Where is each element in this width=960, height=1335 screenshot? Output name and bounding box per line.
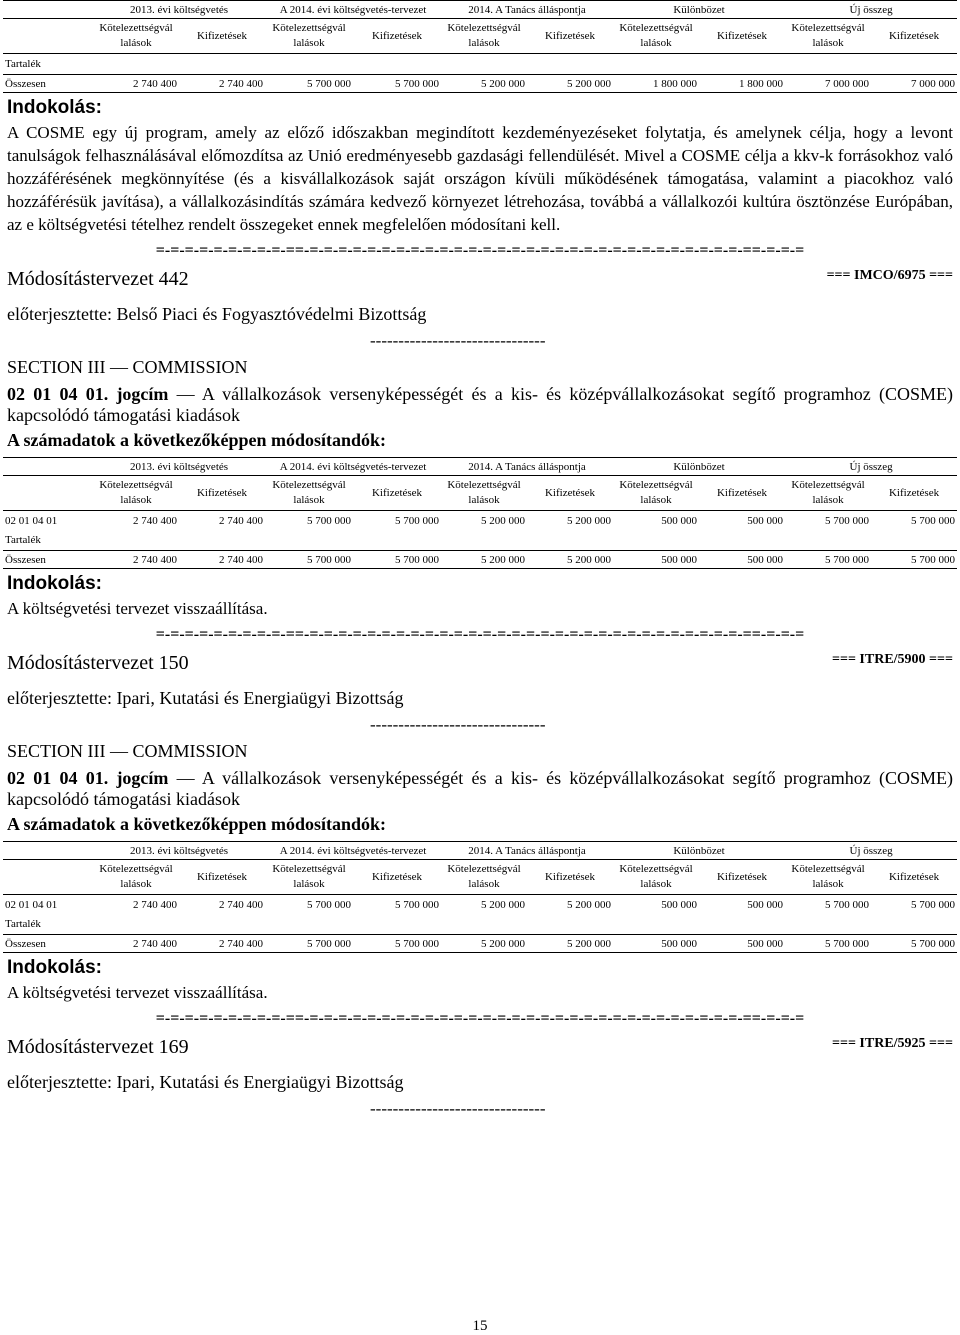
col-payments: Kifizetések <box>527 19 613 54</box>
col-group-draft: A 2014. évi költségvetés-tervezet <box>265 1 441 19</box>
col-payments: Kifizetések <box>353 19 441 54</box>
col-commitments: Kötelezettségvál lalások <box>785 476 871 511</box>
amendment-header <box>7 1036 953 1062</box>
col-group-draft: A 2014. évi költségvetés-tervezet <box>265 842 441 860</box>
col-commitments: Kötelezettségvál lalások <box>265 476 353 511</box>
cell: 5 700 000 <box>265 551 353 569</box>
col-group-difference: Különbözet <box>613 842 785 860</box>
budget-line-desc: — A vállalkozások versenyképességét és a kis- és középvállalkozásokat segítő programhoz (COSME) kapcsolódó támogatási kiadások <box>7 384 954 425</box>
col-commitments: Kötelezettségvál lalások <box>265 19 353 54</box>
budget-table-2 <box>3 841 957 953</box>
cell: 2 740 400 <box>133 514 177 527</box>
col-commitments: Kötelezettségvál lalások <box>613 19 699 54</box>
cell: 500 000 <box>613 935 699 953</box>
total-label: Összesen <box>3 551 93 569</box>
reserve-label: Tartalék <box>5 58 41 70</box>
table-row <box>3 511 957 531</box>
col-commitments: Kötelezettségvál lalások <box>93 860 179 895</box>
cell: 1 800 000 <box>613 75 699 93</box>
modify-heading: A számadatok a következőképpen módosítandók: <box>7 814 387 834</box>
col-payments: Kifizetések <box>527 476 613 511</box>
amendment-reference: === ITRE/5925 === <box>832 1036 953 1051</box>
amendment-reference: === ITRE/5900 === <box>832 652 953 667</box>
cell: 7 000 000 <box>785 75 871 93</box>
reserve-label: Tartalék <box>5 918 41 930</box>
cell: 500 000 <box>661 514 698 527</box>
cell: 7 000 000 <box>871 75 957 93</box>
cell: 2 740 400 <box>93 75 179 93</box>
cell: 2 740 400 <box>219 514 264 527</box>
cell: 5 200 000 <box>567 898 612 911</box>
col-payments: Kifizetések <box>699 476 785 511</box>
cell: 5 200 000 <box>481 898 526 911</box>
col-group-new: Új összeg <box>785 842 957 860</box>
cell: 5 700 000 <box>871 935 957 953</box>
separator-line: =-=-=-=-=-=-=-=-=-==-=-=-=-=-=-=-=-=-=-=-=-=-=-=-=-=-=-=-=-=-=-=-=-=-=-=-=-=-=-=-==-=-=-= <box>155 242 805 259</box>
cell: 5 700 000 <box>825 514 870 527</box>
tabled-by: előterjesztette: Ipari, Kutatási és Energiaügyi Bizottság <box>7 1072 404 1092</box>
cell: 2 740 400 <box>219 898 264 911</box>
cell: 500 000 <box>747 514 784 527</box>
justification-heading: Indokolás: <box>7 573 103 594</box>
amendment-title: Módosítástervezet 150 <box>7 652 189 674</box>
cell: 5 700 000 <box>395 898 440 911</box>
row-label: 02 01 04 01 <box>5 514 58 527</box>
dash-line: ------------------------------- <box>370 715 546 734</box>
modify-heading: A számadatok a következőképpen módosítandók: <box>7 430 387 450</box>
reserve-label: Tartalék <box>5 534 41 546</box>
col-commitments: Kötelezettségvál lalások <box>613 860 699 895</box>
amendment-header <box>7 652 953 678</box>
cell: 5 200 000 <box>567 514 612 527</box>
cell: 5 200 000 <box>481 514 526 527</box>
cell: 5 700 000 <box>265 935 353 953</box>
col-payments: Kifizetések <box>353 860 441 895</box>
col-commitments: Kötelezettségvál lalások <box>441 860 527 895</box>
col-group-new: Új összeg <box>785 458 957 476</box>
table-row <box>3 895 957 915</box>
cell: 500 000 <box>747 898 784 911</box>
col-commitments: Kötelezettségvál lalások <box>93 476 179 511</box>
budget-line-desc: — A vállalkozások versenyképességét és a kis- és középvállalkozásokat segítő programhoz (COSME) kapcsolódó támogatási kiadások <box>7 768 954 809</box>
col-group-difference: Különbözet <box>613 1 785 19</box>
cell: 2 740 400 <box>179 75 265 93</box>
section-heading: SECTION III — COMMISSION <box>7 741 248 761</box>
col-group-council: 2014. A Tanács álláspontja <box>441 1 613 19</box>
col-payments: Kifizetések <box>179 19 265 54</box>
cell: 500 000 <box>661 898 698 911</box>
budget-line-title <box>7 384 953 426</box>
page-number: 15 <box>472 1318 488 1334</box>
total-row <box>3 551 957 569</box>
col-commitments: Kötelezettségvál lalások <box>613 476 699 511</box>
tabled-by: előterjesztette: Belső Piaci és Fogyasztóvédelmi Bizottság <box>7 304 427 324</box>
cell: 5 700 000 <box>353 75 441 93</box>
cell: 5 700 000 <box>911 898 956 911</box>
total-row <box>3 75 957 93</box>
budget-table-0 <box>3 0 957 93</box>
cell: 5 200 000 <box>441 935 527 953</box>
cell: 5 200 000 <box>441 551 527 569</box>
budget-line-code: 02 01 04 01. <box>7 768 109 788</box>
cell: 2 740 400 <box>93 935 179 953</box>
dash-line: ------------------------------- <box>370 1099 546 1118</box>
cell: 5 700 000 <box>395 514 440 527</box>
col-commitments: Kötelezettségvál lalások <box>93 19 179 54</box>
cell: 2 740 400 <box>179 551 265 569</box>
cell: 5 200 000 <box>527 75 613 93</box>
col-group-new: Új összeg <box>785 1 957 19</box>
col-commitments: Kötelezettségvál lalások <box>441 476 527 511</box>
col-payments: Kifizetések <box>179 476 265 511</box>
col-group-2013: 2013. évi költségvetés <box>93 458 265 476</box>
cell: 5 700 000 <box>307 898 352 911</box>
cell: 5 700 000 <box>353 935 441 953</box>
dash-line: ------------------------------- <box>370 331 546 350</box>
col-payments: Kifizetések <box>699 19 785 54</box>
col-payments: Kifizetések <box>871 476 957 511</box>
justification-heading: Indokolás: <box>7 97 103 118</box>
cell: 5 700 000 <box>785 551 871 569</box>
cell: 5 200 000 <box>527 935 613 953</box>
cell: 500 000 <box>699 551 785 569</box>
section-heading: SECTION III — COMMISSION <box>7 357 248 377</box>
amendment-title: Módosítástervezet 169 <box>7 1036 189 1058</box>
justification-text: A költségvetési tervezet visszaállítása. <box>7 599 268 618</box>
justification-text: A COSME egy új program, amely az előző időszakban megindított kezdeményezéseket folytatja, és amelynek célja, hogy a levont tanulságok felhasználásával előmozdítsa az Unió eredményesebb gazdasági fellendülését. Mivel a COSME célja a kkv-k forrásokhoz való hozzáférésének megkönnyítése (és a kisvállalkozások saját országon kívüli működésének támogatása, valamint a piacokhoz való hozzáférésük javítása), a vállalkozásindítás számára kedvező környezet létrehozása, továbbá a vállalkozói kultúra ösztönzése Európában, az e költségvetési tételhez rendelt összegeket ennek megfelelően módosítani kell. <box>7 123 953 234</box>
col-group-council: 2014. A Tanács álláspontja <box>441 842 613 860</box>
cell: 2 740 400 <box>133 898 177 911</box>
cell: 5 700 000 <box>785 935 871 953</box>
col-payments: Kifizetések <box>871 19 957 54</box>
cell: 5 700 000 <box>353 551 441 569</box>
cell: 5 700 000 <box>307 514 352 527</box>
cell: 5 700 000 <box>911 514 956 527</box>
justification-text: A költségvetési tervezet visszaállítása. <box>7 983 268 1002</box>
separator-line: =-=-=-=-=-=-=-=-=-==-=-=-=-=-=-=-=-=-=-=-=-=-=-=-=-=-=-=-=-=-=-=-=-=-=-=-=-=-=-=-==-=-=-= <box>155 1010 805 1027</box>
budget-line-word: jogcím <box>116 384 169 404</box>
budget-line-code: 02 01 04 01. <box>7 384 109 404</box>
tabled-by: előterjesztette: Ipari, Kutatási és Energiaügyi Bizottság <box>7 688 404 708</box>
col-payments: Kifizetések <box>699 860 785 895</box>
cell: 5 700 000 <box>871 551 957 569</box>
amendment-title: Módosítástervezet 442 <box>7 268 189 290</box>
budget-line-title <box>7 768 953 810</box>
budget-line-word: jogcím <box>116 768 169 788</box>
total-label: Összesen <box>3 935 93 953</box>
total-label: Összesen <box>3 75 93 93</box>
amendment-header <box>7 268 953 294</box>
cell: 5 200 000 <box>441 75 527 93</box>
cell: 2 740 400 <box>179 935 265 953</box>
amendment-reference: === IMCO/6975 === <box>826 268 953 283</box>
col-group-2013: 2013. évi költségvetés <box>93 842 265 860</box>
col-payments: Kifizetések <box>527 860 613 895</box>
col-payments: Kifizetések <box>871 860 957 895</box>
col-commitments: Kötelezettségvál lalások <box>785 19 871 54</box>
col-group-council: 2014. A Tanács álláspontja <box>441 458 613 476</box>
separator-line: =-=-=-=-=-=-=-=-=-==-=-=-=-=-=-=-=-=-=-=-=-=-=-=-=-=-=-=-=-=-=-=-=-=-=-=-=-=-=-=-==-=-=-= <box>155 626 805 643</box>
row-label: 02 01 04 01 <box>5 898 58 911</box>
col-group-2013: 2013. évi költségvetés <box>93 1 265 19</box>
cell: 500 000 <box>699 935 785 953</box>
col-payments: Kifizetések <box>353 476 441 511</box>
cell: 1 800 000 <box>699 75 785 93</box>
total-row <box>3 935 957 953</box>
justification-heading: Indokolás: <box>7 957 103 978</box>
col-commitments: Kötelezettségvál lalások <box>441 19 527 54</box>
cell: 5 200 000 <box>527 551 613 569</box>
cell: 5 700 000 <box>825 898 870 911</box>
cell: 500 000 <box>613 551 699 569</box>
cell: 5 700 000 <box>265 75 353 93</box>
col-group-difference: Különbözet <box>613 458 785 476</box>
col-commitments: Kötelezettségvál lalások <box>785 860 871 895</box>
budget-table-1 <box>3 457 957 569</box>
col-group-draft: A 2014. évi költségvetés-tervezet <box>265 458 441 476</box>
col-commitments: Kötelezettségvál lalások <box>265 860 353 895</box>
col-payments: Kifizetések <box>179 860 265 895</box>
cell: 2 740 400 <box>93 551 179 569</box>
